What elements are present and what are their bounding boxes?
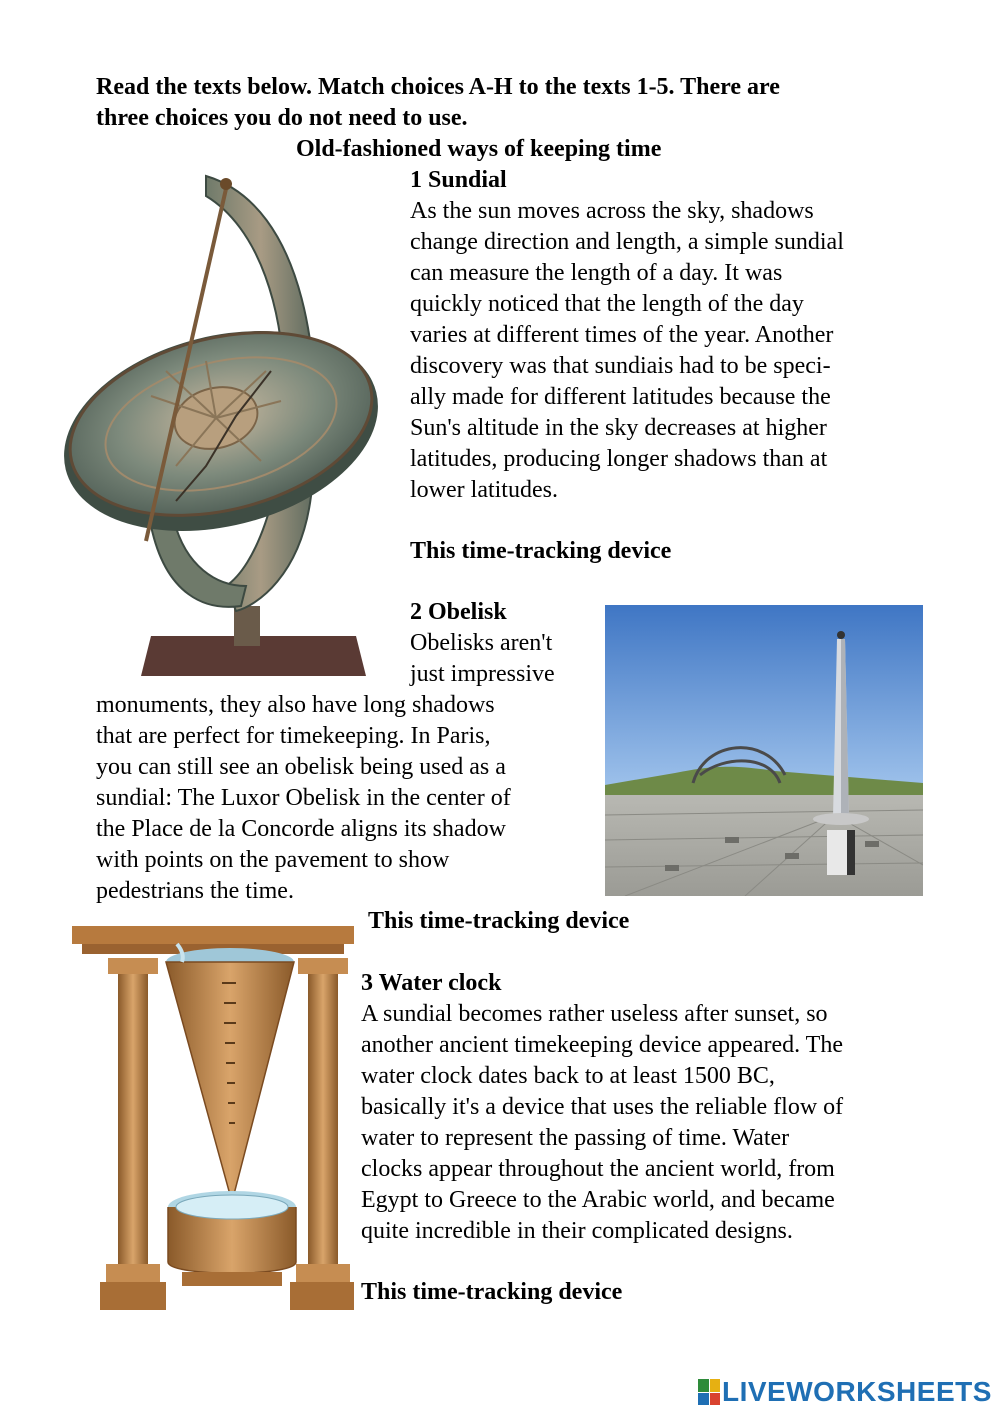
- section-text-line: you can still see an obelisk being used as a: [96, 754, 506, 780]
- instruction-line: three choices you do not need to use.: [96, 105, 468, 131]
- section-heading: 1 Sundial: [410, 167, 507, 193]
- logo-mark-icon: [698, 1379, 720, 1405]
- section-text-line: As the sun moves across the sky, shadows: [410, 198, 814, 224]
- logo-text: LIVEWORKSHEETS: [722, 1376, 992, 1407]
- prompt-label: This time-tracking device: [368, 908, 630, 934]
- section-text-line: change direction and length, a simple sundial: [410, 229, 844, 255]
- sundial-image: [56, 166, 386, 676]
- section-text-line: water to represent the passing of time. Water: [361, 1125, 790, 1151]
- section-text-line: discovery was that sundiais had to be speci-: [410, 353, 831, 379]
- water-clock-image: [72, 922, 354, 1314]
- section-text-line: Egypt to Greece to the Arabic world, and became: [361, 1187, 835, 1213]
- instruction-line: Read the texts below. Match choices A-H to the texts 1-5. There are: [96, 74, 780, 100]
- section-text-line: Sun's altitude in the sky decreases at higher: [410, 415, 827, 441]
- section-heading: 2 Obelisk: [410, 599, 507, 625]
- section-text-line: can measure the length of a day. It was: [410, 260, 783, 286]
- section-text-line: varies at different times of the year. Another: [410, 322, 834, 348]
- section-text-line: that are perfect for timekeeping. In Paris,: [96, 723, 491, 749]
- section-text-line: another ancient timekeeping device appeared. The: [361, 1032, 843, 1058]
- section-text-line: quickly noticed that the length of the day: [410, 291, 804, 317]
- section-text-line: the Place de la Concorde aligns its shadow: [96, 816, 506, 842]
- section-text-line: latitudes, producing longer shadows than at: [410, 446, 828, 472]
- section-text-line: sundial: The Luxor Obelisk in the center of: [96, 785, 511, 811]
- section-text-line: A sundial becomes rather useless after sunset, so: [361, 1001, 828, 1027]
- section-text-line: basically it's a device that uses the reliable flow of: [361, 1094, 844, 1120]
- section-text-line: just impressive: [410, 661, 555, 687]
- section-heading: 3 Water clock: [361, 970, 502, 996]
- section-text-line: lower latitudes.: [410, 477, 558, 503]
- page-title: Old-fashioned ways of keeping time: [296, 136, 662, 162]
- section-text-line: with points on the pavement to show: [96, 847, 450, 873]
- section-text-line: pedestrians the time.: [96, 878, 294, 904]
- liveworksheets-logo: [698, 1374, 992, 1410]
- section-text-line: ally made for different latitudes because the: [410, 384, 831, 410]
- section-text-line: Obelisks aren't: [410, 630, 553, 656]
- section-text-line: clocks appear throughout the ancient world, from: [361, 1156, 835, 1182]
- prompt-label: This time-tracking device: [410, 538, 672, 564]
- section-text-line: monuments, they also have long shadows: [96, 692, 495, 718]
- section-text-line: water clock dates back to at least 1500 BC,: [361, 1063, 775, 1089]
- section-text-line: quite incredible in their complicated designs.: [361, 1218, 793, 1244]
- obelisk-image: [605, 605, 923, 896]
- prompt-label: This time-tracking device: [361, 1279, 623, 1305]
